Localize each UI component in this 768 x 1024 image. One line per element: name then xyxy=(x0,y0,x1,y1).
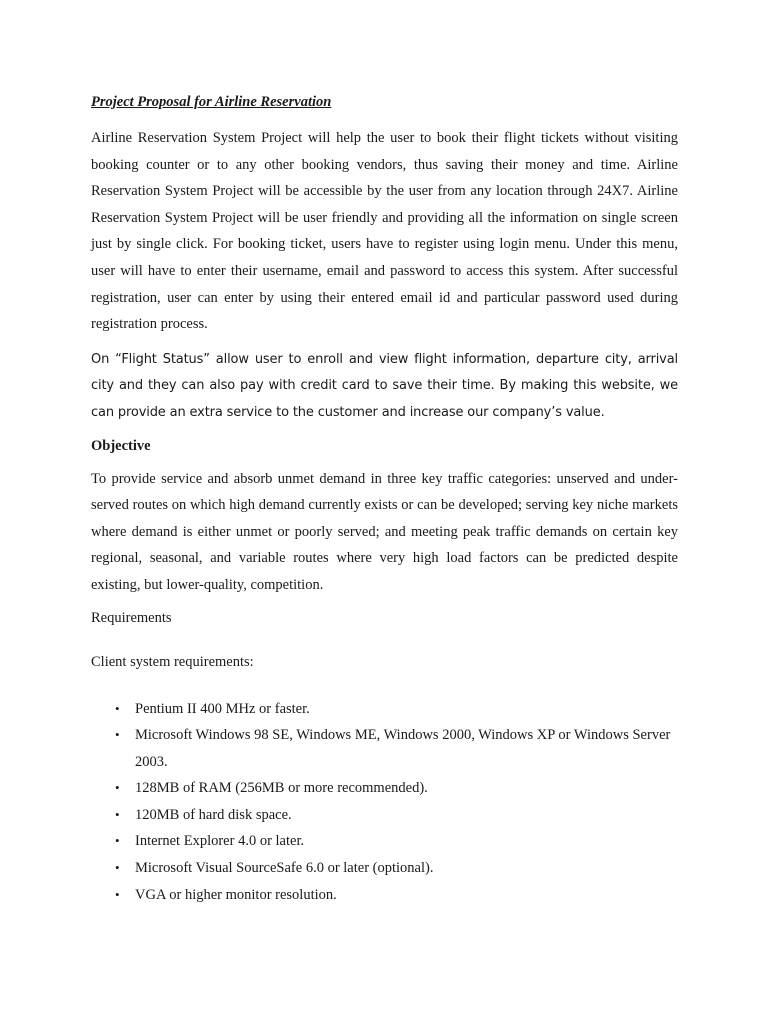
bullet-icon: • xyxy=(115,727,120,743)
bullet-icon: • xyxy=(115,780,120,796)
list-item xyxy=(91,828,678,855)
requirements-label: Requirements xyxy=(91,609,172,626)
client-requirements-label: Client system requirements: xyxy=(91,653,254,670)
requirement-text: Microsoft Windows 98 SE, Windows ME, Windows 2000, Windows XP or Windows Server 2003. xyxy=(135,727,671,770)
requirement-text: Internet Explorer 4.0 or later. xyxy=(135,833,305,850)
list-item xyxy=(91,882,678,909)
document-title: Project Proposal for Airline Reservation xyxy=(91,94,332,110)
requirement-text: Microsoft Visual SourceSafe 6.0 or later (optional). xyxy=(135,860,434,877)
document-body xyxy=(91,92,678,908)
list-item xyxy=(91,722,678,775)
list-item xyxy=(91,696,678,723)
requirements-list xyxy=(91,696,678,909)
requirement-text: Pentium II 400 MHz or faster. xyxy=(135,700,310,717)
list-item xyxy=(91,775,678,802)
flight-status-paragraph: On “Flight Status” allow user to enroll and view flight information, departure city, arrival city and they can also pay with credit card to save their time. By making this website, we can provide an extra service to the customer and increase our company’s value. xyxy=(91,351,678,420)
requirement-text: VGA or higher monitor resolution. xyxy=(135,886,337,903)
objective-paragraph: To provide service and absorb unmet demand in three key traffic categories: unserved and under-served routes on which high demand currently exists or can be developed; serving key niche markets where demand is either unmet or poorly served; and meeting peak traffic demands on certain key regional, seasonal, and variable routes where very high load factors can be predicted despite existing, but lower-quality, competition. xyxy=(91,470,678,593)
requirement-text: 120MB of hard disk space. xyxy=(135,806,292,823)
bullet-icon: • xyxy=(115,833,120,849)
list-item xyxy=(91,802,678,829)
bullet-icon: • xyxy=(115,806,120,822)
objective-heading: Objective xyxy=(91,437,151,454)
list-item xyxy=(91,855,678,882)
bullet-icon: • xyxy=(115,860,120,876)
bullet-icon: • xyxy=(115,700,120,716)
bullet-icon: • xyxy=(115,886,120,902)
requirement-text: 128MB of RAM (256MB or more recommended). xyxy=(135,780,428,797)
intro-paragraph: Airline Reservation System Project will help the user to book their flight tickets without visiting booking counter or to any other booking vendors, thus saving their money and time. Airline Reservation System Project will be accessible by the user from any location through 24X7. Airline Reservation System Project will be user friendly and providing all the information on single screen just by single click. For booking ticket, users have to register using login menu. Under this menu, user will have to enter their username, email and password to access this system. After successful registration, user can enter by using their entered email id and particular password used during registration process. xyxy=(91,130,678,333)
